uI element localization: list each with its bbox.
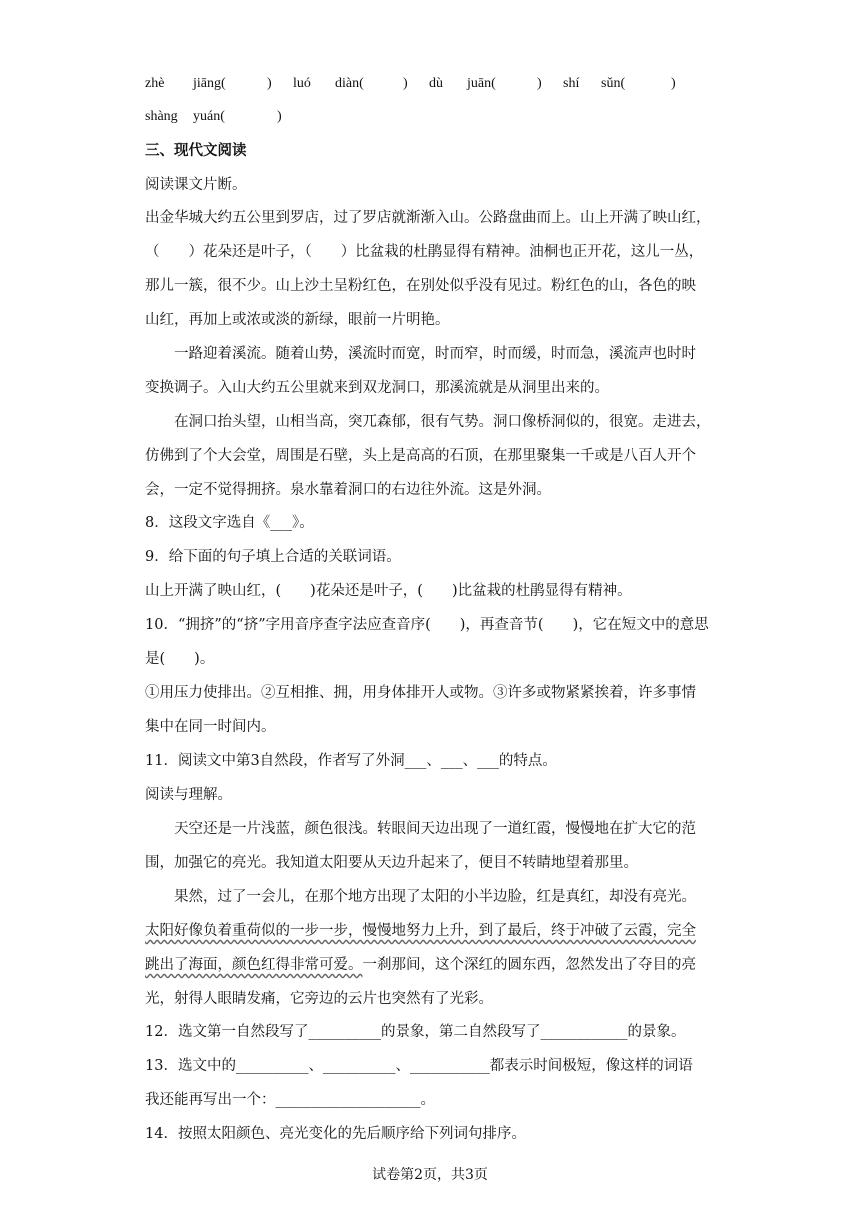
passage1-line: 仿佛到了个大会堂，周围是石壁，头上是高高的石顶，在那里聚集一千或是八百人开个 [145, 448, 696, 464]
passage2-line: 围，加强它的亮光。我知道太阳要从天边升起来了，便目不转睛地望着那里。 [145, 855, 638, 871]
question-10: 10．“拥挤”的“挤”字用音序查字法应查音序( )，再查音节( )，它在短文中的意思 [145, 617, 709, 633]
pinyin-item: ) [537, 76, 542, 91]
passage2-text: 一刹那间，这个深红的圆东西，忽然发出了夺目的亮 [362, 957, 696, 973]
pinyin-item: yuán( [193, 109, 225, 124]
pinyin-item: dù [429, 76, 443, 91]
question-13-cont: 我还能再写出一个：____________________。 [145, 1092, 435, 1108]
passage2-line: 果然，过了一会儿，在那个地方出现了太阳的小半边脸，红是真红，却没有亮光。 [174, 889, 696, 905]
passage2-wavy-line: 太阳好像负着重荷似的一步一步，慢慢地努力上升，到了最后，终于冲破了云霞，完全 [145, 923, 696, 939]
question-14: 14．按照太阳颜色、亮光变化的先后顺序给下列词句排序。 [145, 1126, 526, 1142]
reading-intro: 阅读课文片断。 [145, 177, 247, 193]
passage1-line: 那儿一簇，很不少。山上沙土呈粉红色，在别处似乎没有见过。粉红色的山，各色的映 [145, 278, 696, 294]
question-13: 13．选文中的__________、__________、___________都表示时间极短，像这样的词语 [145, 1058, 693, 1074]
pinyin-item: ) [267, 76, 272, 91]
passage1-line: 山红，再加上或浓或淡的新绿，眼前一片明艳。 [145, 312, 450, 328]
pinyin-item: ) [671, 76, 676, 91]
question-12: 12．选文第一自然段写了__________的景象，第二自然段写了____________的景象。 [145, 1024, 686, 1040]
section-title: 三、现代文阅读 [145, 142, 247, 159]
passage1-line: 变换调子。入山大约五公里就来到双龙洞口，那溪流就是从洞里出来的。 [145, 380, 609, 396]
pinyin-item: ) [277, 109, 282, 124]
question-9: 9．给下面的句子填上合适的关联词语。 [145, 549, 401, 565]
pinyin-item: diàn( [335, 76, 364, 91]
pinyin-item: juān( [467, 76, 496, 91]
reading-intro-2: 阅读与理解。 [145, 787, 232, 803]
pinyin-item: jiāng( [193, 76, 226, 91]
page-footer: 试卷第2页，共3页 [372, 1167, 488, 1183]
passage1-line: （ ）花朵还是叶子，（ ）比盆栽的杜鹃显得有精神。油桐也正开花，这儿一丛， [145, 244, 704, 260]
passage2-line: 光，射得人眼睛发痛，它旁边的云片也突然有了光彩。 [145, 991, 493, 1007]
passage2-line: 天空还是一片浅蓝，颜色很浅。转眼间天边出现了一道红霞，慢慢地在扩大它的范 [174, 821, 696, 837]
question-10-cont: 是( )。 [145, 651, 215, 667]
pinyin-item: sǔn( [601, 76, 626, 91]
wavy-underlined-text: 跳出了海面，颜色红得非常可爱。 [145, 957, 363, 973]
pinyin-row-2 [145, 107, 720, 127]
pinyin-item: shí [563, 76, 580, 91]
passage1-line: 一路迎着溪流。随着山势，溪流时而宽，时而窄，时而缓，时而急，溪流声也时时 [174, 346, 696, 362]
passage1-line: 在洞口抬头望，山相当高，突兀森郁，很有气势。洞口像桥洞似的，很宽。走进去， [174, 414, 711, 430]
question-8: 8．这段文字选自《___》。 [145, 515, 314, 531]
question-11: 11．阅读文中第3自然段，作者写了外洞___、___、___的特点。 [145, 753, 557, 769]
pinyin-row-1 [145, 74, 720, 94]
question-10-options: ①用压力使排出。②互相推、拥，用身体排开人或物。③许多或物紧紧挨着，许多事情 [145, 685, 696, 701]
pinyin-item: ) [403, 76, 408, 91]
passage1-line: 会，一定不觉得拥挤。泉水靠着洞口的右边往外流。这是外洞。 [145, 482, 551, 498]
pinyin-item: luó [293, 76, 311, 91]
question-10-options-cont: 集中在同一时间内。 [145, 719, 276, 735]
passage2-line [145, 955, 720, 975]
passage1-line: 出金华城大约五公里到罗店，过了罗店就渐渐入山。公路盘曲而上。山上开满了映山红， [145, 210, 711, 226]
pinyin-item: shàng [145, 109, 178, 124]
question-9-sentence: 山上开满了映山红，( )花朵还是叶子，( )比盆栽的杜鹃显得有精神。 [145, 583, 632, 599]
pinyin-item: zhè [145, 76, 165, 91]
